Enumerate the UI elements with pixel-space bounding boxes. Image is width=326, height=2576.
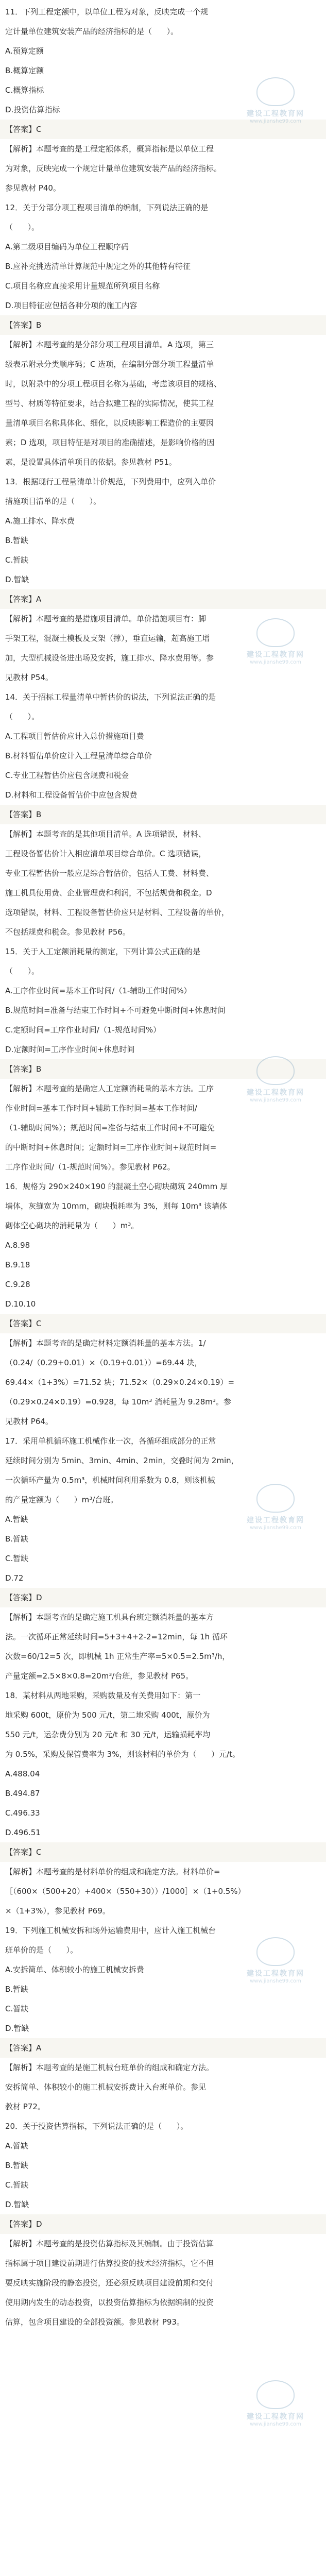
text-line: D.定额时间=工序作业时间+休息时间	[5, 1045, 135, 1054]
text-line: 【解析】本题考查的是投资估算指标及其编制。由于投资估算	[5, 2239, 214, 2248]
text-line: 【解析】本题考查的是工程定额体系，概算指标是以单位工程	[5, 144, 214, 154]
text-line: D.暂缺	[5, 2024, 29, 2033]
text-line: D.暂缺	[5, 2200, 29, 2209]
text-line: 见教材 P54。	[5, 673, 53, 682]
answer-line: 【答案】C	[0, 1842, 326, 1862]
text-line: 13．根据现行工程量清单计价规范，下列费用中，应列入单价	[5, 477, 216, 486]
text-line: 16．规格为 290×240×190 的混凝土空心砌块砌筑 240mm 厚	[5, 1182, 228, 1191]
text-line: （1-辅助时间%）；规范时间=准备与结束工作时间+不可避免	[5, 1123, 215, 1132]
text-line: 措施项目清单的是（ ）。	[5, 497, 101, 506]
text-line: A.第二级项目编码为单位工程顺序码	[5, 242, 129, 251]
text-line: A.工序作业时间=基本工作时间/（1-辅助工作时间%）	[5, 986, 192, 995]
text-line: 的产量定额为（ ）m³/台班。	[5, 1495, 118, 1504]
text-line: 专业工程暂估价一般应是综合暂估价，包括人工费、材料费、	[5, 869, 214, 878]
text-line: D.72	[5, 1573, 24, 1583]
answer-line: 【答案】D	[0, 2214, 326, 2234]
text-line: D.暂缺	[5, 575, 29, 584]
text-line: 选项错误，材料、工程设备暂估价应只是材料、工程设备的单价，	[5, 908, 230, 917]
text-line: ［（600×（500+20）+400×（550+30））/1000］×（1+0.5%）	[5, 1887, 246, 1896]
text-line: 【解析】本题考查的是确定施工机具台班定额消耗量的基本方	[5, 1613, 214, 1622]
text-line: D.材料和工程设备暂估价中应包含规费	[5, 790, 138, 800]
text-line: 【解析】本题考查的是措施项目清单。单价措施项目有：脚	[5, 614, 207, 623]
answer-line: 【答案】B	[0, 315, 326, 335]
text-line: 延续时间分别为 5min、3min、4min、2min，交叠时间为 2min，	[5, 1456, 239, 1465]
text-line: D.496.51	[5, 1828, 41, 1837]
answer-line: 【答案】B	[0, 805, 326, 824]
text-line: 素，是设置具体清单项目的依据。参见教材 P51。	[5, 457, 177, 467]
text-line: （0.24/（0.29+0.01）×（0.19+0.01））=69.44 块，	[5, 1358, 202, 1367]
text-line: A.8.98	[5, 1241, 30, 1250]
watermark-url: www.jianshe99.com	[250, 1978, 301, 1984]
text-line: 估算，包含项目建设的全部投资额。参见教材 P93。	[5, 2317, 184, 2327]
answer-line: 【答案】C	[0, 120, 326, 139]
text-line: D.投资估算指标	[5, 105, 60, 114]
watermark-url: www.jianshe99.com	[250, 2421, 301, 2427]
text-line: B.暂缺	[5, 1985, 29, 1994]
text-line: B.暂缺	[5, 1534, 29, 1544]
text-line: C.暂缺	[5, 2004, 29, 2013]
text-line: 【解析】本题考查的是分部分项工程项目清单。A 选项，第三	[5, 340, 214, 349]
text-line: （ ）。	[5, 967, 40, 976]
text-line: B.材料暂估单价应计入工程量清单综合单价	[5, 751, 152, 760]
text-line: 【解析】本题考查的是确定材料定额消耗量的基本方法。1/	[5, 1338, 206, 1348]
text-line: C.496.33	[5, 1808, 40, 1818]
text-line: 量清单项目名称具体化、细化，以反映影响工程造价的主要因	[5, 418, 214, 428]
text-line: 15．关于人工定额消耗量的测定，下列计算公式正确的是	[5, 947, 201, 956]
watermark-text: 建设工程教育网	[247, 1089, 304, 1097]
watermark-text: 建设工程教育网	[247, 651, 304, 659]
text-line: 【解析】本题考查的是施工机械台班单价的组成和确定方法。	[5, 2063, 214, 2072]
text-line: 【解析】本题考查的是确定人工定额消耗量的基本方法。工序	[5, 1084, 214, 1093]
text-line: 级表示附录分类顺序码；C 选项，在编制分部分项工程量清单	[5, 360, 214, 369]
text-line: 安拆简单、体积较小的施工机械安拆费计入台班单价。参见	[5, 2082, 207, 2092]
text-line: 产量定额=2.5×8×0.8=20m³/台班，参见教材 P65。	[5, 1671, 194, 1681]
text-line: 的中断时间+休息时间；定额时间=工序作业时间+规范时间=	[5, 1143, 217, 1152]
text-line: 次数=60/12=5 次，即机械 1h 正常生产率=5×0.5=2.5m³/h，	[5, 1652, 230, 1661]
answer-line: 【答案】A	[0, 589, 326, 609]
text-line: 班单价的是（ ）。	[5, 1945, 78, 1955]
text-line: 工序作业时间/（1-规范时间%）。参见教材 P62。	[5, 1162, 175, 1172]
text-line: C.专业工程暂估价应包含规费和税金	[5, 771, 129, 780]
text-line: 时，以附录中的分项工程项目名称为基础，考虑该项目的规格、	[5, 379, 222, 388]
text-line: 69.44×（1+3%）=71.52 块；71.52×（0.29×0.24×0.19）=	[5, 1378, 235, 1387]
text-line: C.概算指标	[5, 86, 44, 95]
watermark-url: www.jianshe99.com	[250, 1525, 301, 1531]
text-line: 为 0.5%，采购及保管费率为 3%，则该材料的单价为（ ）元/t。	[5, 1750, 240, 1759]
text-line: 不包括规费和税金。参见教材 P56。	[5, 927, 130, 937]
watermark-logo	[242, 2380, 309, 2427]
watermark-url: www.jianshe99.com	[250, 659, 301, 665]
text-line: B.概算定额	[5, 66, 44, 75]
text-line: 素；D 选项，项目特征是对项目的准确描述，是影响价格的因	[5, 438, 215, 447]
text-line: 【解析】本题考查的是其他项目清单。A 选项错误，材料、	[5, 829, 207, 839]
text-line: B.暂缺	[5, 536, 29, 545]
text-line: 14．关于招标工程量清单中暂估价的说法，下列说法正确的是	[5, 692, 216, 702]
answer-line: 【答案】B	[0, 1059, 326, 1079]
text-line: ×（1+3%），参见教材 P69。	[5, 1906, 110, 1916]
watermark-text: 建设工程教育网	[247, 1516, 304, 1524]
text-line: A.预算定额	[5, 46, 44, 56]
text-line: 指标属于项目建设前期进行估算投资的技术经济指标，它不但	[5, 2259, 214, 2268]
text-line: B.494.87	[5, 1789, 40, 1798]
watermark-text: 建设工程教育网	[247, 1970, 304, 1978]
watermark-text: 建设工程教育网	[247, 2413, 304, 2421]
text-line: （0.29×0.24×0.19）=0.928，每 10m³ 消耗量为 9.28m³。参	[5, 1397, 231, 1406]
text-line: 地采购 600t，原价为 500 元/t，第二地采购 400t，原价为	[5, 1710, 210, 1720]
text-line: A.工程项目暂估价应计入总价措施项目费	[5, 732, 144, 741]
text-line: 17．采用单机循环施工机械作业一次，各循环组成部分的正常	[5, 1436, 216, 1446]
text-line: A.488.04	[5, 1769, 40, 1778]
text-line: C.定额时间=工序作业时间/（1-规范时间%）	[5, 1025, 161, 1035]
text-line: B.9.18	[5, 1260, 30, 1269]
text-line: B.应补充挑选清单计算规范中规定之外的其他特有特征	[5, 262, 191, 271]
text-line: C.暂缺	[5, 2180, 29, 2190]
text-line: A.暂缺	[5, 1515, 28, 1524]
answer-line: 【答案】A	[0, 2038, 326, 2058]
text-line: C.暂缺	[5, 555, 29, 565]
text-line: B.规范时间=准备与结束工作时间+不可避免中断时间+休息时间	[5, 1006, 226, 1015]
text-line: 见教材 P64。	[5, 1417, 53, 1426]
watermark-url: www.jianshe99.com	[250, 118, 301, 124]
text-line: B.暂缺	[5, 2161, 29, 2170]
text-line: 法。一次循环正常延续时间=5+3+4+2-2=12min，每 1h 循环	[5, 1632, 228, 1641]
text-line: 施工机具使用费、企业管理费和利润，不包括规费和税金。D	[5, 888, 212, 897]
text-line: 要反映实施阶段的静态投资，还必须反映项目建设前期和交付	[5, 2278, 214, 2287]
answer-line: 【答案】C	[0, 1314, 326, 1333]
text-line: 一次循环产量为 0.5m³，机械时间利用系数为 0.8，则该机械	[5, 1476, 215, 1485]
watermark-url: www.jianshe99.com	[250, 1097, 301, 1103]
text-line: （ ）。	[5, 712, 40, 721]
text-line: C.9.28	[5, 1280, 30, 1289]
text-line: A.安拆简单、体积较小的施工机械安拆费	[5, 1965, 144, 1974]
text-line: 19．下列施工机械安拆和场外运输费用中，应计入施工机械台	[5, 1926, 216, 1935]
text-line: 使用期内发生的动态投资，以投资估算指标为依据编制的投资	[5, 2298, 214, 2307]
text-line: 作业时间=基本工作时间+辅助工作时间=基本工作时间/	[5, 1104, 197, 1113]
text-line: 参见教材 P40。	[5, 183, 61, 193]
text-line: 12．关于分部分项工程项目清单的编制，下列说法正确的是	[5, 203, 209, 212]
text-line: 型号、材质等特征要求，结合拟建工程的实际情况，使其工程	[5, 399, 214, 408]
text-line: 【解析】本题考查的是材料单价的组成和确定方法。材料单价=	[5, 1867, 220, 1876]
text-line: 为对象，反映完成一个规定计量单位建筑安装产品的经济指标。	[5, 164, 222, 173]
text-line: 20．关于投资估算指标，下列说法正确的是（ ）。	[5, 2122, 188, 2131]
text-line: 18．某材料从两地采购，采购数量及有关费用如下：第一	[5, 1691, 201, 1700]
text-line: 加，大型机械设备进出场及安拆，施工排水、降水费用等。参	[5, 653, 214, 663]
text-line: 砌体空心砌块的消耗量为（ ）m³。	[5, 1221, 139, 1230]
text-line: D.10.10	[5, 1299, 36, 1309]
text-line: A.暂缺	[5, 2141, 28, 2150]
text-line: 墙体，灰缝宽为 10mm，砌块损耗率为 3%，则每 10m³ 该墙体	[5, 1201, 227, 1211]
text-line: （ ）。	[5, 223, 40, 232]
text-line: A.施工排水、降水费	[5, 516, 75, 526]
text-line: C.项目名称应直接采用计量规范所列项目名称	[5, 281, 160, 291]
text-line: 550 元/t，运杂费分别为 20 元/t 和 30 元/t，运输损耗率均	[5, 1730, 211, 1739]
text-line: 定计量单位建筑安装产品的经济指标的是（ ）。	[5, 27, 179, 36]
text-line: 手架工程，混凝土模板及支架（撑），垂直运输，超高施工增	[5, 634, 210, 643]
watermark-text: 建设工程教育网	[247, 110, 304, 118]
text-line: 教材 P72。	[5, 2102, 45, 2111]
text-line: 11．下列工程定额中，以单位工程为对象，反映完成一个规	[5, 7, 209, 16]
text-line: C.暂缺	[5, 1554, 29, 1563]
text-line: 工程设备暂估价计入相应清单项目综合单价。C 选项错误，	[5, 849, 207, 858]
answer-line: 【答案】D	[0, 1588, 326, 1607]
text-line: D.项目特征应包括各种分项的施工内容	[5, 301, 138, 310]
watermark-seal-icon	[256, 2380, 295, 2409]
